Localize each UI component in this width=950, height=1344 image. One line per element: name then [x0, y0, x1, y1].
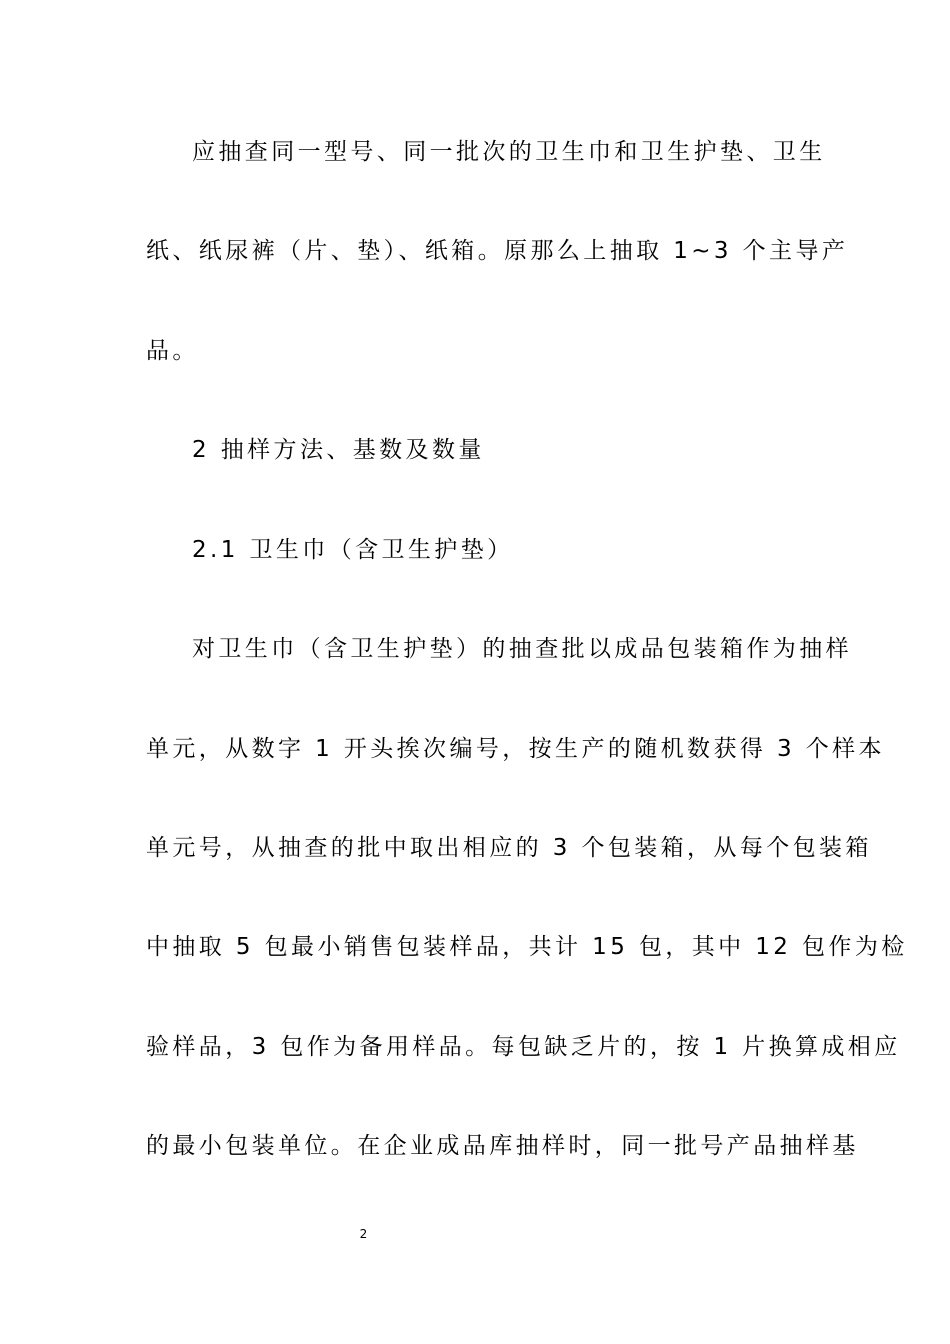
paragraph-line: 单元，从数字 1 开头挨次编号，按生产的随机数获得 3 个样本: [146, 736, 885, 762]
page-number: 2: [359, 1227, 368, 1241]
paragraph-line: 对卫生巾（含卫生护垫）的抽查批以成品包装箱作为抽样: [192, 636, 852, 662]
paragraph-line: 应抽查同一型号、同一批次的卫生巾和卫生护垫、卫生: [192, 139, 826, 165]
paragraph-line: 单元号，从抽查的批中取出相应的 3 个包装箱，从每个包装箱: [146, 835, 872, 861]
subsection-heading: 2.1 卫生巾（含卫生护垫）: [192, 537, 514, 563]
paragraph-line: 中抽取 5 包最小销售包装样品，共计 15 包，其中 12 包作为检: [146, 934, 908, 960]
paragraph-line: 纸、纸尿裤（片、垫）、纸箱。原那么上抽取 1~3 个主导产: [146, 238, 849, 264]
paragraph-line: 的最小包装单位。在企业成品库抽样时，同一批号产品抽样基: [146, 1133, 859, 1159]
paragraph-line: 品。: [146, 338, 199, 364]
section-heading: 2 抽样方法、基数及数量: [192, 437, 485, 463]
paragraph-line: 验样品，3 包作为备用样品。每包缺乏片的，按 1 片换算成相应: [146, 1034, 901, 1060]
